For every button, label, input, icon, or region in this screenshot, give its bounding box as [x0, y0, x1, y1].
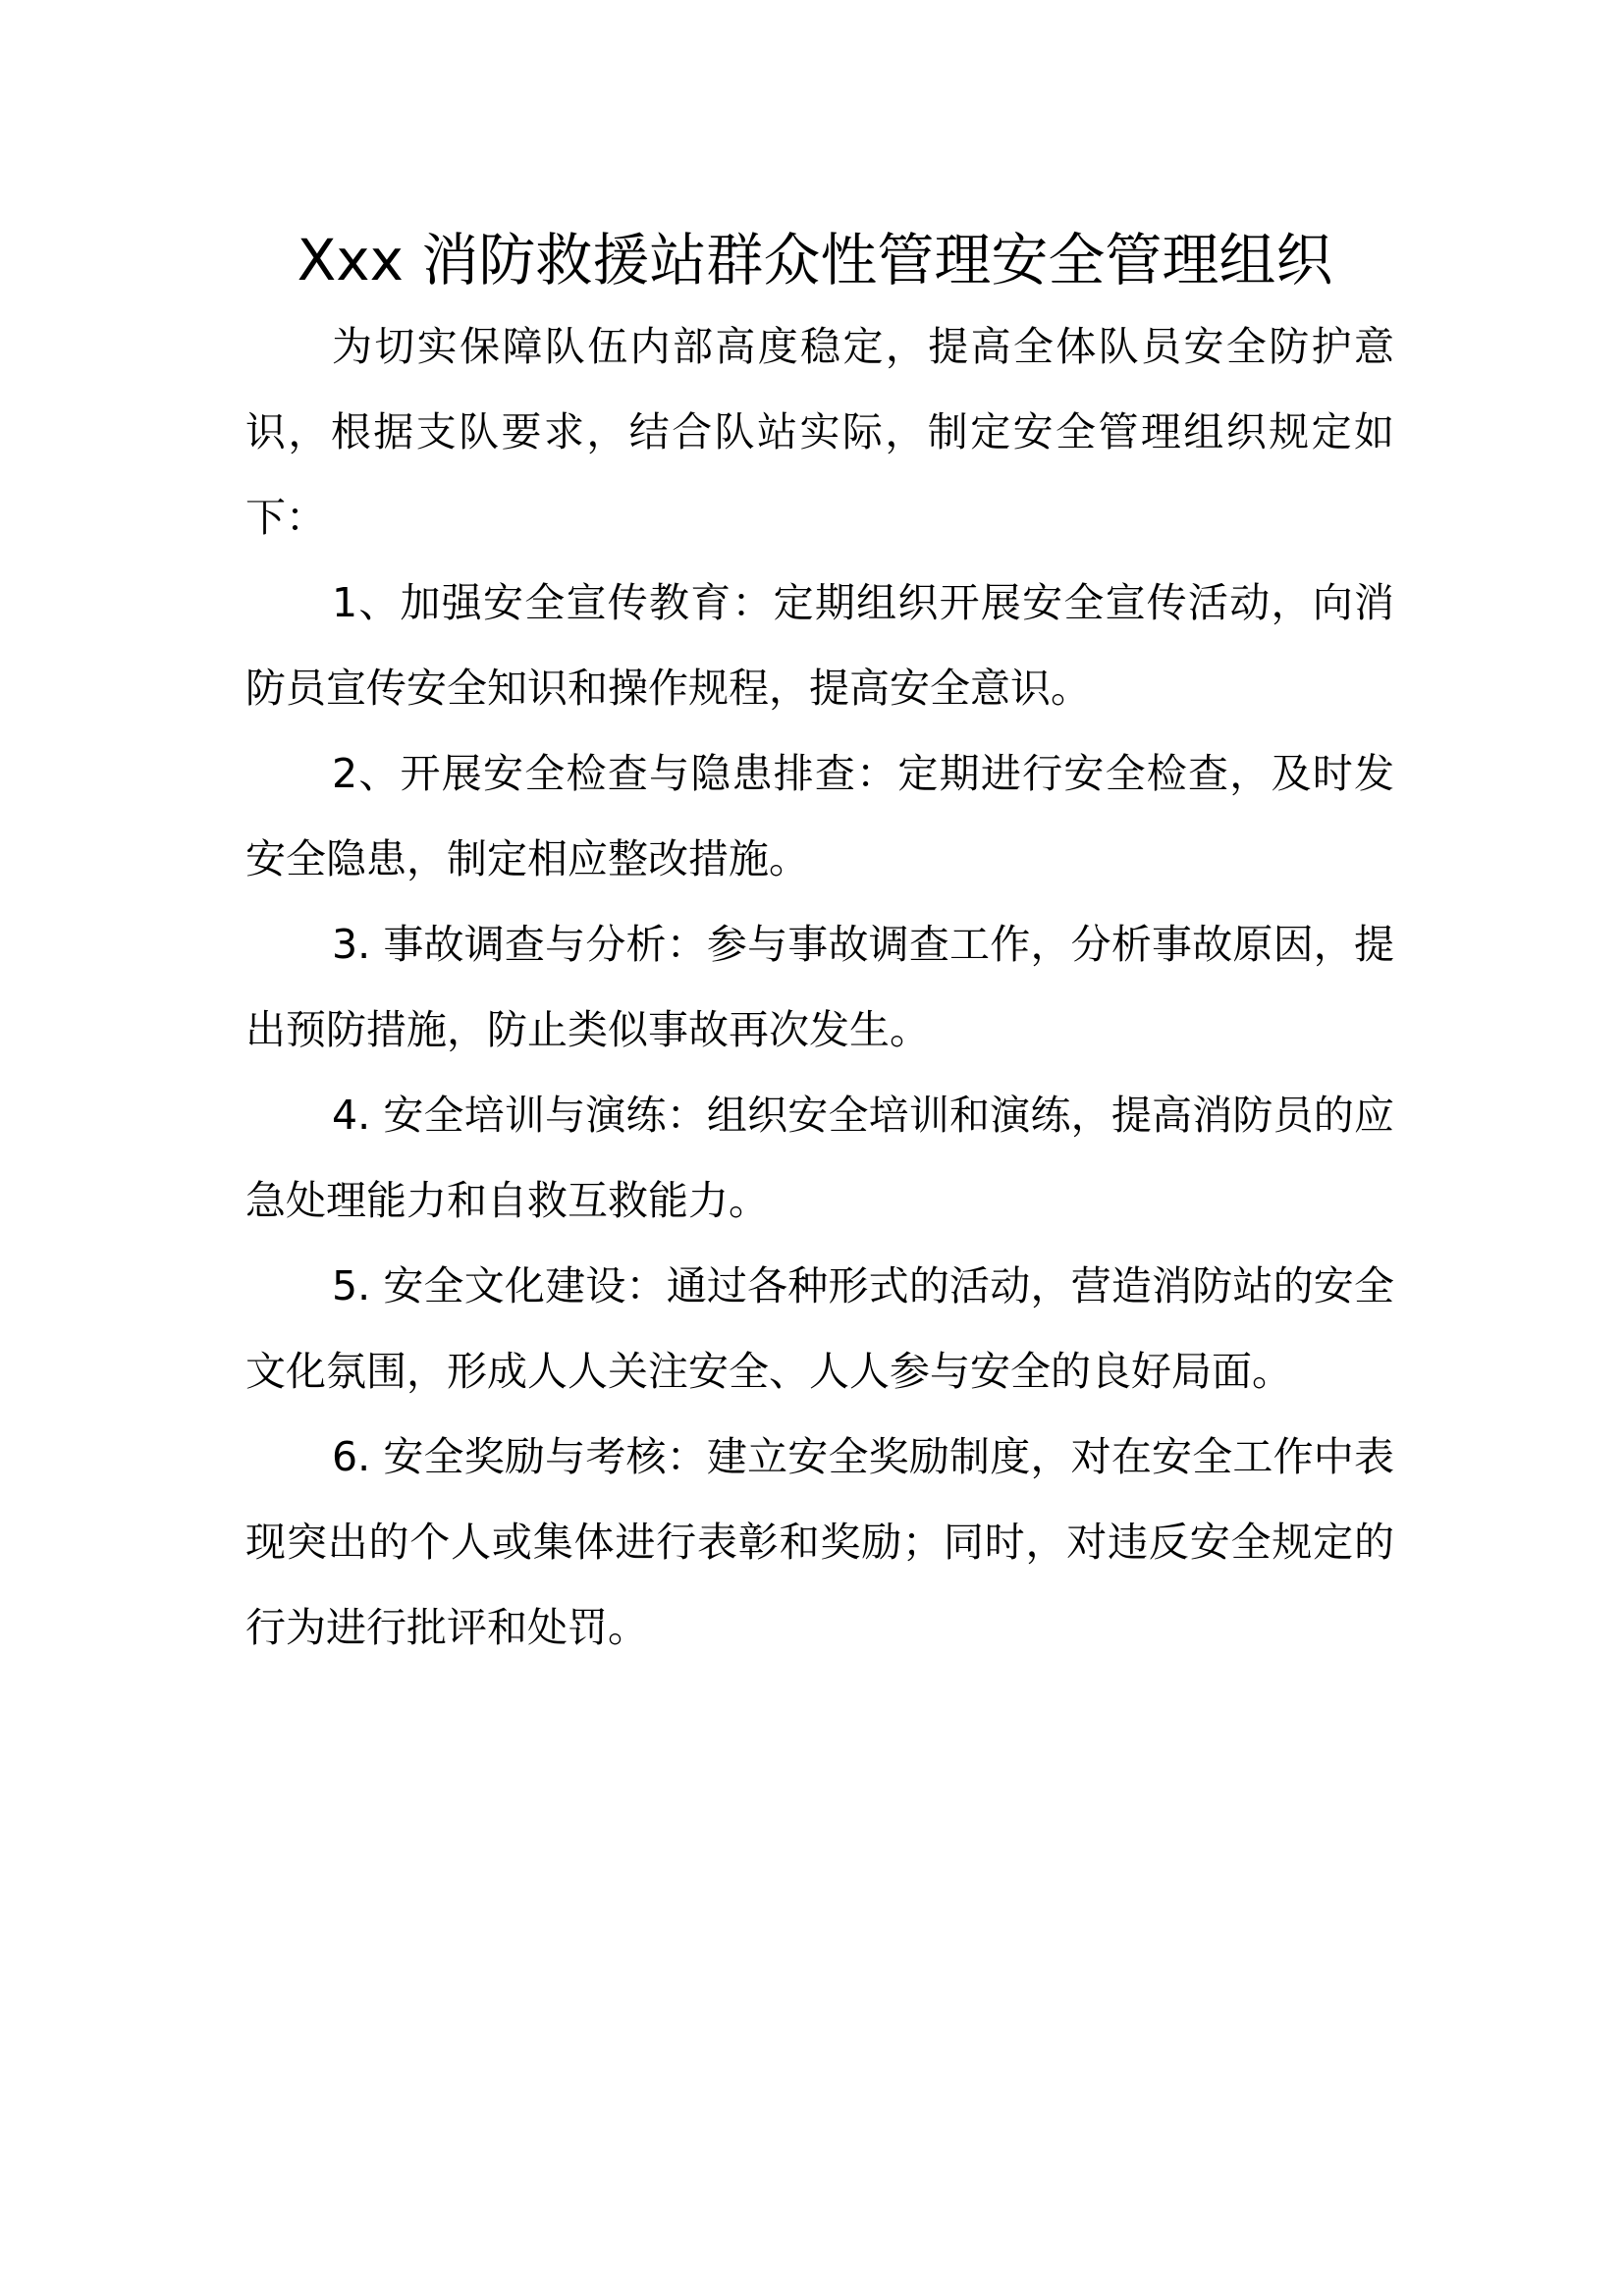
intro-paragraph: 为切实保障队伍内部高度稳定，提高全体队员安全防护意识，根据支队要求，结合队站实际，制定安全管理组织规定如下： [245, 323, 1394, 541]
document-body [245, 304, 1394, 1671]
item-3-paragraph: 3. 事故调查与分析：参与事故调查工作，分析事故原因，提出预防措施，防止类似事故再次发生。 [245, 921, 1394, 1053]
item-5-paragraph: 5. 安全文化建设：通过各种形式的活动，营造消防站的安全文化氛围，形成人人关注安全、人人参与安全的良好局面。 [245, 1262, 1394, 1395]
item-1-paragraph: 1、加强安全宣传教育：定期组织开展安全宣传活动，向消防员宣传安全知识和操作规程，提高安全意识。 [245, 579, 1394, 712]
item-6-paragraph: 6. 安全奖励与考核：建立安全奖励制度，对在安全工作中表现突出的个人或集体进行表彰和奖励；同时，对违反安全规定的行为进行批评和处罚。 [245, 1433, 1394, 1651]
item-2-paragraph: 2、开展安全检查与隐患排查：定期进行安全检查，及时发安全隐患，制定相应整改措施。 [245, 750, 1394, 882]
item-4-paragraph: 4. 安全培训与演练：组织安全培训和演练，提高消防员的应急处理能力和自救互救能力。 [245, 1092, 1394, 1224]
document-title: Xxx 消防救援站群众性管理安全管理组织 [297, 227, 1333, 294]
